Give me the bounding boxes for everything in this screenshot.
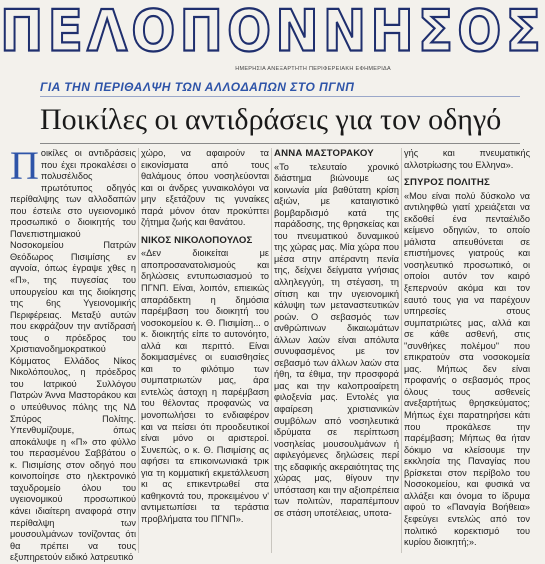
article-column-1 bbox=[10, 143, 136, 563]
speaker-quote-mastorakou: «Το τελευταίο χρονικό διάστημα βιώνουμε ως κοινωνία μία βαθύτατη κρίση αξιών, με καταιγιστικό βομβαρδισμό κατά της παράδοσης, της θρησκείας και του πνευματικού δυναμικού της χώρας μας. Μία χώρα που μέσα στην απέραντη πενία της, δείχνει δείγματα γνήσιας αλληλεγγύη, τη στέγαση, τη σίτιση και την υγειονομική κάλυψη των μεταναστευτικών ροών. Ο σεβασμός των ανθρώπινων δικαιωμάτων άλλων λαών είναι απόλυτα συνυφασμένος με τον σεβασμό των άλλων λαών στα ήθη, τα έθιμα, την προσφορά μας και την καλοπροαίρετη φιλοξενία μας. Εντολές για αφαίρεση χριστιανικών συμβόλων από νοσηλευτικά ιδρύματα σε περίπτωση νοσηλείας μουσουλμάνων ή αφιλεγόμενες δηλώσεις περί της εδαφικής ακεραιότητας της χώρας μας, θίγουν την υπόσταση και την αξιοπρέπεια των πολιτών, παραπέμπουν σε στάση υποτέλειας, υποτα- bbox=[274, 161, 399, 518]
article-column-2 bbox=[141, 148, 269, 556]
speaker-quote-politis: «Μου είναι πολύ δύσκολο να αντιληφθώ γιατί χρειάζεται να εκδοθεί ένα πενταέλιδο κείμενο οδηγιών, το οποίο μάλιστα απευθύνεται σε επιστήμονες γιατρούς και νοσηλευτικό προσωπικό, οι οποίοι αυτόν τον καιρό ξεπερνούν ακόμα και τον εαυτό τους για να παρέχουν υπηρεσίες στους συμπατριώτες μας, αλλά και σε κάθε ασθενή, στις "συνθήκες πολέμου" που επικρατούν στα νοσοκομεία μας. Μήπως δεν είναι προφανής ο σεβασμός προς όλους τους ασθενείς ανεξαρτήτως θρησκεύματος; Μήπως έχει παρατηρήσει κάτι που προκάλεσε την παρέμβαση; Μήπως θα ήταν δόκιμο να κλείσουμε την εκκλησία της Παναγίας που βρίσκεται στον περίβολο του Νοσοκομείου, και φυσικά να αλλάξει και όνομα το ίδρυμα αφού το «Παναγία Βοήθεια» ξεφεύγει εντελώς από τον πολιτικό κορεκτισμό του κυρίου διοικητή;». bbox=[404, 190, 530, 548]
article-column-3 bbox=[274, 148, 399, 556]
masthead bbox=[0, 0, 545, 80]
column-divider bbox=[138, 148, 139, 553]
masthead-subtitle: ΗΜΕΡΗΣΙΑ ΑΝΕΞΑΡΤΗΤΗ ΠΕΡΙΦΕΡΕΙΑΚΗ ΕΦΗΜΕΡΙΔΑ bbox=[235, 66, 391, 72]
column-divider bbox=[271, 148, 272, 553]
paragraph-continuation: χώρο, να αφαιρούν τα εικονίσματα από τους θαλάμους όπου νοσηλεύονται και οι άνδρες γυναικολόγοι να μην εξετάζουν τις γυναίκες παρά μόνον όταν προκύπτει ζήτημα ζωής και θανάτου. bbox=[141, 148, 269, 228]
lead-text: οικίλες οι αντιδράσεις που έχει προκαλέσει ο πολυσέλιδος πρωτότυπος οδηγός περίθαλψης των αλλοδαπών που έστειλε στο υγειονομικό προσωπικό ο διοικητής του Πανεπιστημιακού Νοσοκομείου Πατρών Θεόδωρος Πισιμίσης εν αγνοία, όπως έγραψε χθες η «Π», της πυγεσίας του υπουργείου και της διοίκησης της 6ης Υγειονομικής Περιφέρειας. Μεταξύ αυτών που εκφράζουν την αντίδρασή τους ο πρόεδρος του Χριστιανοδημοκρατικού Κόμματος Ελλάδος Νίκος Νικολόπουλος, η πρόεδρος του Ιατρικού Συλλόγου Πατρών Άννα Μαστοράκου και ο υπεύθυνος πόλης της ΝΔ Σπύρος Πολίτης. Υπενθυμίζουμε, όπως αποκάλυψε η «Π» στο φύλλο του περασμένου Σαββάτου ο κ. Πισιμίσης στον οδηγό που κοινοποίησε στο ηλεκτρονικό ταχυδρομείο όλου του υγειονομικού προσωπικού κάνει ιδιαίτερη αναφορά στην περίθαλψη των μουσουλμάνων τονίζοντας ότι θα πρέπει να τους εξυπηρετούν ειδικό λατρευτικό bbox=[10, 148, 136, 563]
column-divider bbox=[401, 148, 402, 553]
article-lead-paragraph bbox=[10, 143, 136, 564]
speaker-heading-nikolopoulos: ΝΙΚΟΣ ΝΙΚΟΛΟΠΟΥΛΟΣ bbox=[141, 234, 253, 246]
masthead-title: ΠΕΛΟΠΟΝΝΗΣΟΣ bbox=[0, 0, 545, 65]
speaker-heading-politis: ΣΠΥΡΟΣ ΠΟΛΙΤΗΣ bbox=[404, 177, 490, 189]
speaker-quote-nikolopoulos: «Δεν διοικείται με αποπροσανατολισμούς και δηλώσεις εντυπωσιασμού το ΠΓΝΠ. Είναι, λοιπόν, επιεικώς απαράδεκτη η δημόσια παρέμβαση του διοικητή του νοσοκομείου κ. Θ. Πισιμίση... ο κ. διοικητής είπε το αυτονόητο, αλλά και περιττό. Είναι δοκιμασμένες οι ευαισθησίες και το φιλότιμο των συμπατριωτών μας, άρα εντελώς άστοχη η παρέμβαση του θέλοντας προφανώς να μονοπωλήσει το ενδιαφέρον και να πείσει ότι προοδευτικοί είναι μόνο οι αριστεροί. Συνεπώς, ο κ. Θ. Πισιμίσης ας αφήσει τα επικοινωνιακά τρικ για τη κομματική εκμετάλλευση κι ας επικεντρωθεί στα καθηκοντά του, προκειμένου ν' αντιμετωπίσει τα τεράστια προβλήματα του ΠΓΝΠ». bbox=[141, 248, 269, 524]
article-headline: Ποικίλες οι αντιδράσεις για τον οδηγό bbox=[40, 103, 502, 136]
article-column-4 bbox=[404, 148, 530, 556]
drop-cap: Π bbox=[10, 143, 39, 188]
section-kicker: ΓΙΑ ΤΗΝ ΠΕΡΙΘΑΛΨΗ ΤΩΝ ΑΛΛΟΔΑΠΩΝ ΣΤΟ ΠΓΝΠ bbox=[40, 80, 520, 97]
paragraph-continuation: γής και πνευματικής αλλοτρίωσης του Ελληνα». bbox=[404, 148, 530, 170]
speaker-heading-mastorakou: ΑΝΝΑ ΜΑΣΤΟΡΑΚΟΥ bbox=[274, 148, 374, 159]
headline-divider bbox=[40, 143, 520, 144]
